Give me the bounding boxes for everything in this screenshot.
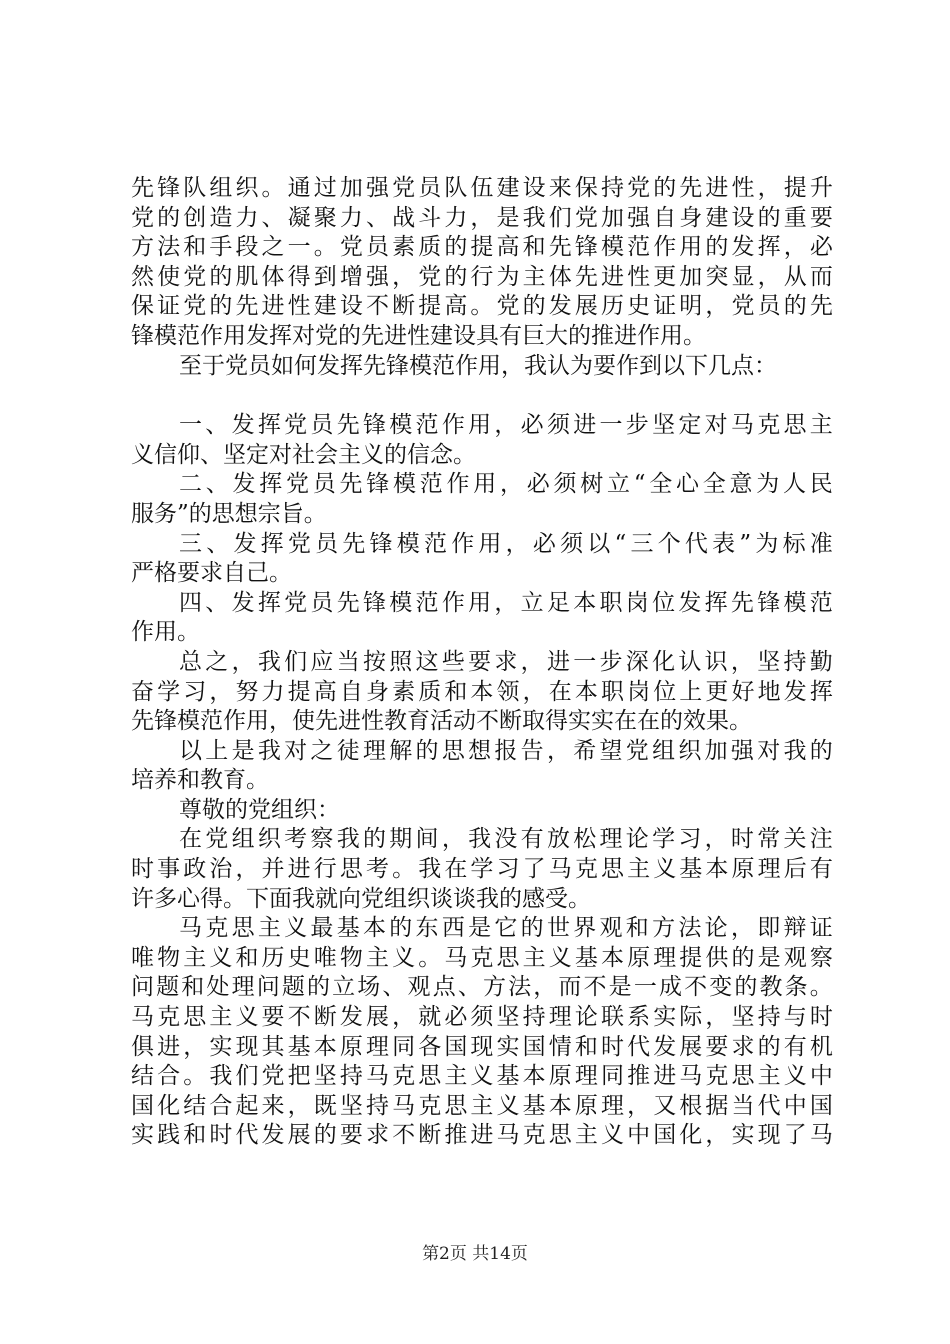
paragraph-start: 以 上 是 我 对 之 徒 理 解 的 思 想 报 告 ， 希 望 党 组 织 加 强 对 我 的 bbox=[179, 737, 833, 764]
text-line: 然 使 党 的 肌 体 得 到 增 强 ， 党 的 行 为 主 体 先 进 性 更 加 突 显 ， 从 而 bbox=[131, 263, 833, 290]
text-line: 培养和教育。 bbox=[131, 767, 269, 794]
page-number-footer: 第2页 共14页 bbox=[422, 1244, 528, 1264]
text-line: 奋 学 习 ， 努 力 提 高 自 身 素 质 和 本 领 ， 在 本 职 岗 位 上 更 好 地 发 挥 bbox=[131, 678, 833, 705]
list-item-1: 一 、 发 挥 党 员 先 锋 模 范 作 用 ， 必 须 进 一 步 坚 定 对 马 克 思 主 bbox=[179, 412, 833, 439]
list-item-4: 四 、 发 挥 党 员 先 锋 模 范 作 用 ， 立 足 本 职 岗 位 发 挥 先 锋 模 范 bbox=[179, 589, 833, 616]
text-line: 党 的 创 造 力 、 凝 聚 力 、 战 斗 力 ， 是 我 们 党 加 强 自 身 建 设 的 重 要 bbox=[131, 204, 833, 231]
text-line: 马 克 思 主 义 要 不 断 发 展 ， 就 必 须 坚 持 理 论 联 系 实 际 ， 坚 持 与 时 bbox=[131, 1004, 833, 1031]
text-line: 义信仰、坚定对社会主义的信念。 bbox=[131, 441, 476, 468]
paragraph-start: 马 克 思 主 义 最 基 本 的 东 西 是 它 的 世 界 观 和 方 法 论 ， 即 辩 证 bbox=[179, 915, 833, 942]
text-line: 问 题 和 处 理 问 题 的 立 场 、 观 点 、 方 法 ， 而 不 是 一 成 不 变 的 教 条 。 bbox=[131, 974, 833, 1001]
text-line: 方 法 和 手 段 之 一 。 党 员 素 质 的 提 高 和 先 锋 模 范 作 用 的 发 挥 ， 必 bbox=[131, 234, 833, 261]
paragraph-start: 在 党 组 织 考 察 我 的 期 间 ， 我 没 有 放 松 理 论 学 习 ， 时 常 关 注 bbox=[179, 826, 833, 853]
text-line: 俱 进 ， 实 现 其 基 本 原 理 同 各 国 现 实 国 情 和 时 代 发 展 要 求 的 有 机 bbox=[131, 1033, 833, 1060]
text-line: 先锋模范作用，使先进性教育活动不断取得实实在在的效果。 bbox=[131, 708, 752, 735]
text-line: 锋模范作用发挥对党的先进性建设具有巨大的推进作用。 bbox=[131, 322, 706, 349]
salutation: 尊敬的党组织： bbox=[179, 796, 340, 823]
text-line: 许多心得。下面我就向党组织谈谈我的感受。 bbox=[131, 885, 591, 912]
text-line: 实 践 和 时 代 发 展 的 要 求 不 断 推 进 马 克 思 主 义 中 国 化 ， 实 现 了 马 bbox=[131, 1122, 833, 1149]
text-line: 结 合 。 我 们 党 把 坚 持 马 克 思 主 义 基 本 原 理 同 推 进 马 克 思 主 义 中 bbox=[131, 1063, 833, 1090]
paragraph-start: 至于党员如何发挥先锋模范作用，我认为要作到以下几点： bbox=[179, 352, 777, 379]
text-line: 保 证 党 的 先 进 性 建 设 不 断 提 高 。 党 的 发 展 历 史 证 明 ， 党 员 的 先 bbox=[131, 293, 833, 320]
list-item-3: 三 、 发 挥 党 员 先 锋 模 范 作 用 ， 必 须 以 “ 三 个 代 表 ” 为 标 准 bbox=[179, 530, 833, 557]
text-line: 唯 物 主 义 和 历 史 唯 物 主 义 。 马 克 思 主 义 基 本 原 理 提 供 的 是 观 察 bbox=[131, 944, 833, 971]
text-line: 先 锋 队 组 织 。 通 过 加 强 党 员 队 伍 建 设 来 保 持 党 的 先 进 性 ， 提 升 bbox=[131, 175, 833, 201]
text-line: 国 化 结 合 起 来 ， 既 坚 持 马 克 思 主 义 基 本 原 理 ， 又 根 据 当 代 中 国 bbox=[131, 1092, 833, 1119]
text-line: 严格要求自己。 bbox=[131, 560, 292, 587]
paragraph-start: 总 之 ， 我 们 应 当 按 照 这 些 要 求 ， 进 一 步 深 化 认 识 ， 坚 持 勤 bbox=[179, 648, 833, 675]
text-line: 时 事 政 治 ， 并 进 行 思 考 。 我 在 学 习 了 马 克 思 主 义 基 本 原 理 后 有 bbox=[131, 856, 833, 883]
blank-line bbox=[131, 381, 833, 411]
list-item-2: 二 、 发 挥 党 员 先 锋 模 范 作 用 ， 必 须 树 立 “ 全 心 全 意 为 人 民 bbox=[179, 471, 833, 498]
document-body bbox=[131, 174, 833, 1151]
text-line: 服务”的思想宗旨。 bbox=[131, 500, 327, 527]
text-line: 作用。 bbox=[131, 619, 200, 646]
